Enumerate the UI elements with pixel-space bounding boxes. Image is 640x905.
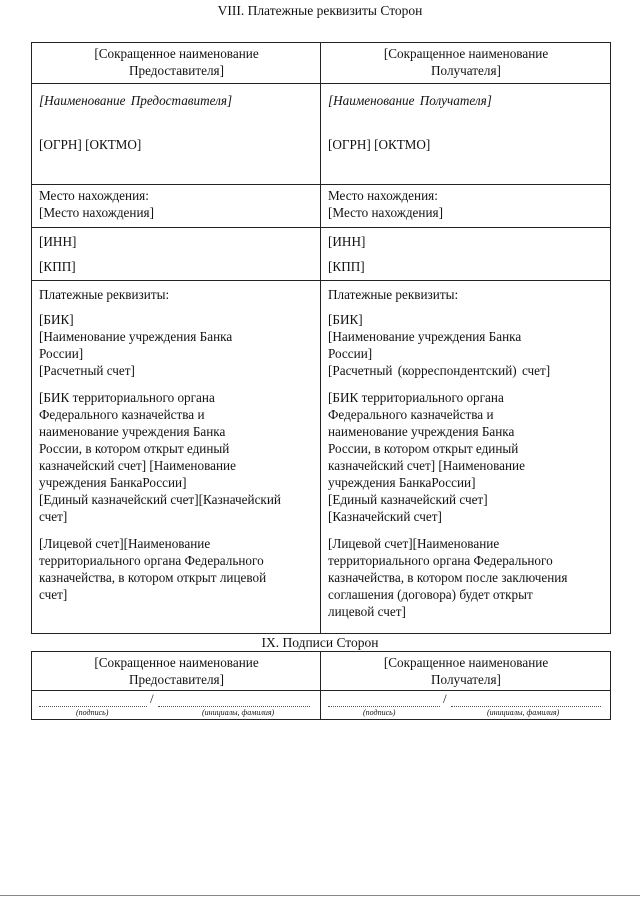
provider-name: [Наименование Предоставителя] [39, 93, 233, 108]
recipient-account-line-4: соглашения (договора) будет открыт [328, 587, 533, 602]
provider-signature-caption: (подпись) [76, 708, 109, 717]
recipient-inn-kpp-cell [321, 228, 611, 281]
recipient-payment-cell [321, 281, 611, 634]
recipient-location-value: [Место нахождения] [328, 205, 443, 220]
provider-signature-line[interactable] [39, 706, 147, 707]
provider-account-line-4: счет] [39, 587, 68, 602]
recipient-name: [Наименование Получателя] [328, 93, 492, 108]
provider-payment-label: Платежные реквизиты: [39, 287, 170, 302]
provider-name-cell [32, 84, 321, 185]
recipient-account-line-2: территориального органа Федерального [328, 553, 553, 568]
provider-location-label: Место нахождения: [39, 188, 149, 203]
section-9-title: IX. Подписи Сторон [261, 635, 379, 650]
recipient-treasury-line-8: [Казначейский счет] [328, 509, 442, 524]
recipient-signature-header-line-2: Получателя] [431, 672, 501, 687]
table-row [32, 185, 611, 228]
recipient-treasury-block [328, 389, 604, 525]
recipient-location-cell [321, 185, 611, 228]
recipient-signature-header-line-1: [Сокращенное наименование [383, 655, 549, 670]
provider-kpp: [КПП] [39, 259, 76, 274]
recipient-bank-name-2: России] [328, 346, 373, 361]
recipient-signature-line[interactable] [328, 706, 440, 707]
table-row [32, 43, 611, 84]
provider-account-line-3: казначейства, в котором открыт лицевой [39, 570, 267, 585]
provider-account-line-2: территориального органа Федерального [39, 553, 264, 568]
recipient-bank-block [328, 311, 604, 379]
provider-bank-name-2: России] [39, 346, 84, 361]
provider-signature-header-cell [32, 652, 321, 691]
payment-details-table [31, 42, 611, 634]
provider-initials-line[interactable] [158, 706, 310, 707]
provider-bank-block [39, 311, 314, 379]
provider-inn: [ИНН] [39, 234, 77, 249]
provider-signature-header-line-2: Предоставителя] [129, 672, 224, 687]
recipient-treasury-line-2: Федерального казначейства и [328, 407, 494, 422]
provider-signature-cell [32, 691, 321, 720]
provider-treasury-block [39, 389, 314, 525]
provider-inn-kpp-cell [32, 228, 321, 281]
recipient-name-cell [321, 84, 611, 185]
recipient-account-line-5: лицевой счет] [328, 604, 406, 619]
recipient-treasury-line-7: [Единый казначейский счет] [328, 492, 488, 507]
recipient-payment-label: Платежные реквизиты: [328, 287, 459, 302]
recipient-bik: [БИК] [328, 312, 363, 327]
provider-signature-header-line-1: [Сокращенное наименование [94, 655, 259, 670]
recipient-initials-caption: (инициалы, фамилия) [487, 708, 560, 717]
recipient-ogrn-oktmo: [ОГРН] [ОКТМО] [328, 137, 431, 152]
recipient-account-line-1: [Лицевой счет][Наименование [328, 536, 500, 551]
recipient-signature-slash: / [443, 691, 447, 706]
provider-bank-name-1: [Наименование учреждения Банка [39, 329, 233, 344]
table-row [32, 84, 611, 185]
provider-treasury-line-5: казначейский счет] [Наименование [39, 458, 236, 473]
provider-location-cell [32, 185, 321, 228]
provider-signature-slash: / [150, 691, 154, 706]
provider-treasury-line-8: счет] [39, 509, 68, 524]
recipient-inn: [ИНН] [328, 234, 366, 249]
provider-bik: [БИК] [39, 312, 74, 327]
provider-treasury-line-1: [БИК территориального органа [39, 390, 215, 405]
provider-settlement-account: [Расчетный счет] [39, 363, 135, 378]
recipient-header-line-2: Получателя] [431, 63, 501, 78]
recipient-signature-cell [321, 691, 611, 720]
recipient-treasury-line-1: [БИК территориального органа [328, 390, 504, 405]
signatures-table [31, 651, 611, 720]
table-row [32, 228, 611, 281]
recipient-account-block [328, 535, 604, 620]
recipient-signature-header-cell [321, 652, 611, 691]
provider-header-line-1: [Сокращенное наименование [94, 46, 259, 61]
table-row [32, 691, 611, 720]
recipient-signature-caption: (подпись) [363, 708, 396, 717]
recipient-bank-name-1: [Наименование учреждения Банка [328, 329, 522, 344]
provider-payment-cell [32, 281, 321, 634]
recipient-treasury-line-5: казначейский счет] [Наименование [328, 458, 525, 473]
provider-account-line-1: [Лицевой счет][Наименование [39, 536, 211, 551]
recipient-kpp: [КПП] [328, 259, 365, 274]
section-8-title: VIII. Платежные реквизиты Сторон [217, 3, 423, 18]
provider-initials-caption: (инициалы, фамилия) [202, 708, 275, 717]
provider-treasury-line-7: [Единый казначейский счет][Казначейский [39, 492, 281, 507]
recipient-treasury-line-6: учреждения БанкаРоссии] [328, 475, 476, 490]
provider-ogrn-oktmo: [ОГРН] [ОКТМО] [39, 137, 142, 152]
recipient-account-line-3: казначейства, в котором после заключения [328, 570, 568, 585]
provider-treasury-line-3: наименование учреждения Банка [39, 424, 226, 439]
provider-treasury-line-4: России, в котором открыт единый [39, 441, 230, 456]
provider-treasury-line-2: Федерального казначейства и [39, 407, 205, 422]
table-row [32, 281, 611, 634]
recipient-treasury-line-3: наименование учреждения Банка [328, 424, 515, 439]
recipient-correspondent-account: [Расчетный (корреспондентский) счет] [328, 363, 551, 378]
provider-account-block [39, 535, 314, 603]
provider-header-line-2: Предоставителя] [129, 63, 224, 78]
provider-treasury-line-6: учреждения БанкаРоссии] [39, 475, 187, 490]
recipient-header-cell [321, 43, 611, 84]
recipient-initials-line[interactable] [451, 706, 601, 707]
provider-header-cell [32, 43, 321, 84]
recipient-header-line-1: [Сокращенное наименование [383, 46, 549, 61]
page-bottom-rule [0, 895, 640, 896]
recipient-treasury-line-4: России, в котором открыт единый [328, 441, 519, 456]
provider-location-value: [Место нахождения] [39, 205, 154, 220]
recipient-location-label: Место нахождения: [328, 188, 438, 203]
table-row [32, 652, 611, 691]
